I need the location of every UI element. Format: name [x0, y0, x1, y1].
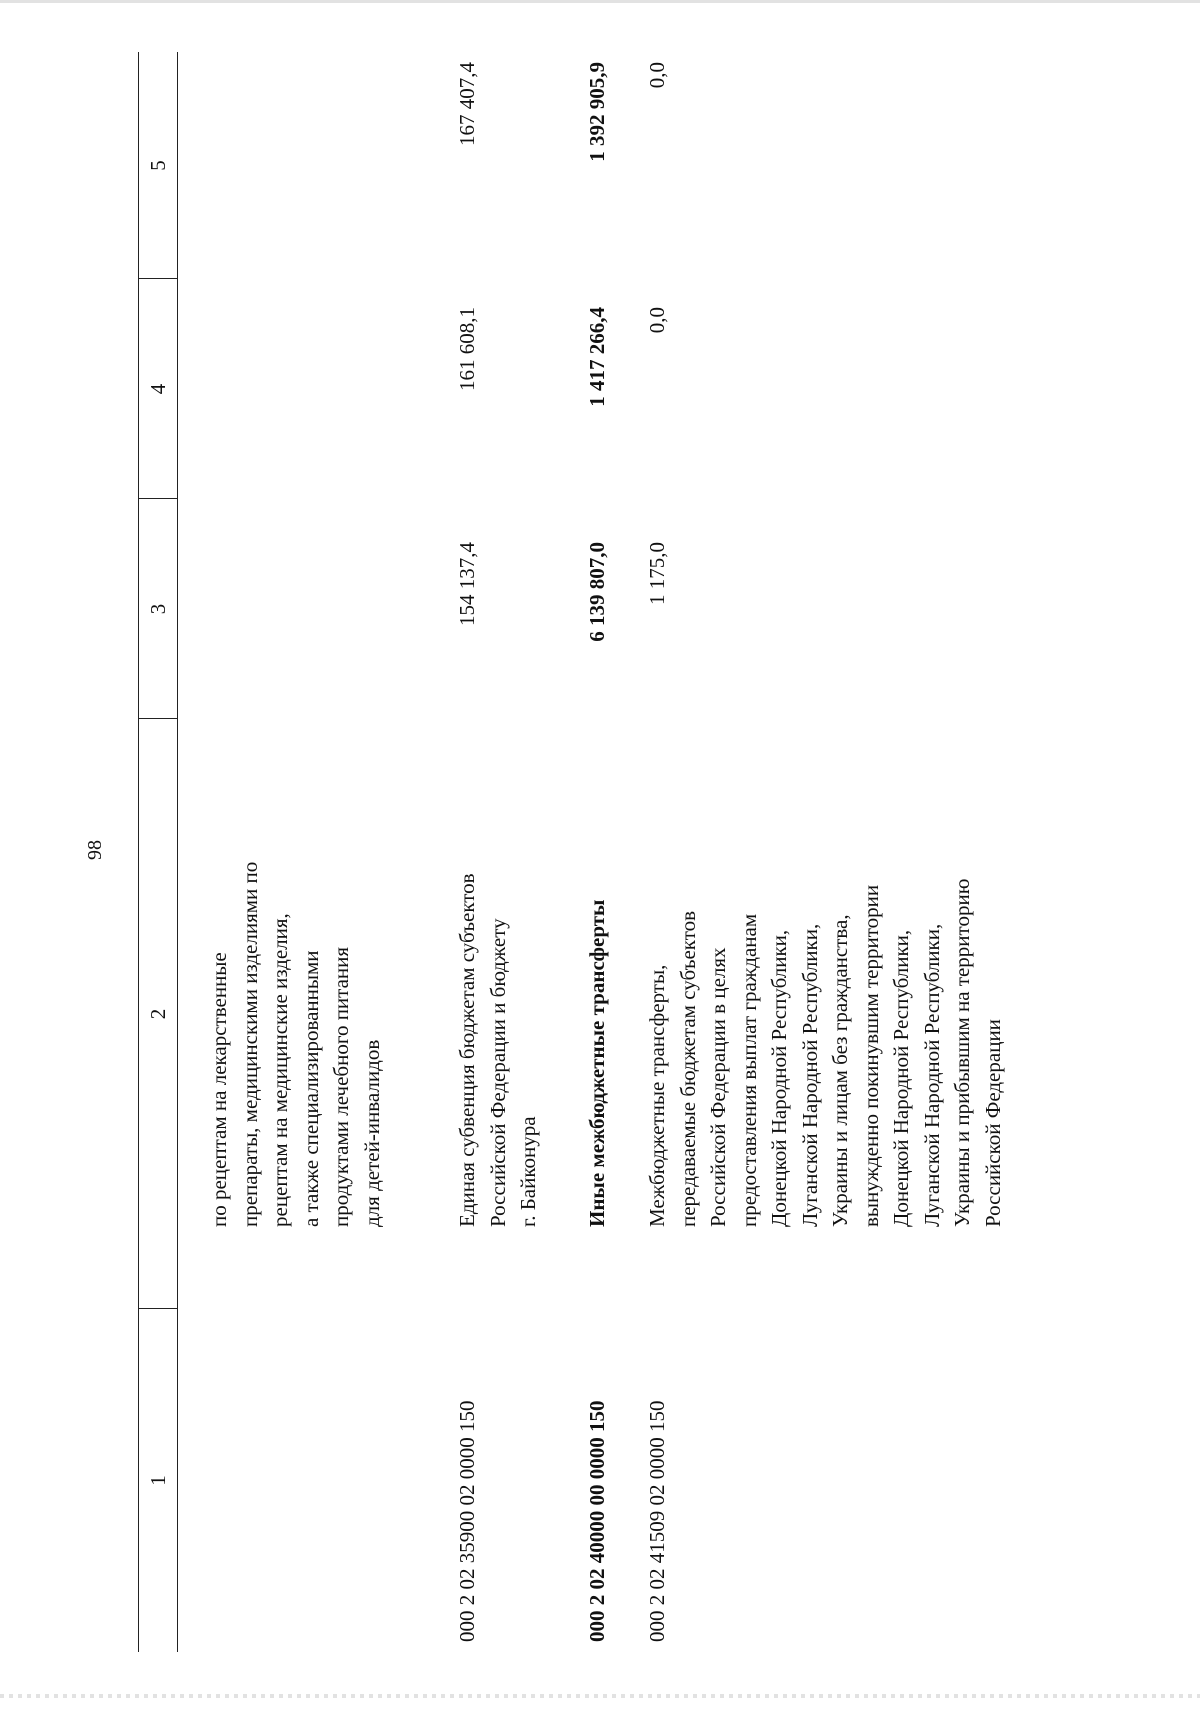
row-value-col5: 167 407,4 [455, 62, 479, 146]
row-name-line: Луганской Народной Республики, [919, 923, 944, 1227]
row-name-line: Единая субвенция бюджетам субъектов [455, 873, 479, 1227]
row-name-line: предоставления выплат гражданам [736, 913, 761, 1227]
row-name-line: Луганской Народной Республики, [797, 923, 822, 1227]
table-header [138, 52, 178, 1652]
row-value-col4: 0,0 [645, 307, 669, 334]
header-col-1: 1 [146, 1475, 170, 1486]
header-col-2: 2 [146, 1008, 170, 1020]
row-name-line: Российской Федерации в целях [706, 947, 730, 1227]
row-name-line: Иные межбюджетные трансферты [585, 899, 609, 1227]
header-col-5: 5 [146, 160, 170, 171]
row-name-line: передаваемые бюджетам субъектов [675, 910, 700, 1227]
row-name-line: рецептам на медицинские изделия, [268, 913, 292, 1227]
row-name [642, 717, 1008, 1227]
scan-artifact [0, 1694, 1200, 1698]
row-name-line: вынужденно покинувшим территории [858, 884, 883, 1227]
row-name-line: Межбюджетные трансферты, [645, 964, 669, 1227]
row-name-line: Украины и лицам без гражданства, [828, 914, 852, 1227]
page-number: 98 [84, 840, 106, 860]
row-name-line: Российской Федерации и бюджету [485, 918, 510, 1227]
row-value-col5: 0,0 [645, 62, 669, 89]
row-value-col5: 1 392 905,9 [585, 62, 609, 162]
row-name-line: Российской Федерации [980, 1019, 1005, 1227]
row-name [204, 717, 387, 1227]
row-name-line: продуктами лечебного питания [329, 946, 353, 1227]
row-value-col3: 1 175,0 [645, 542, 669, 605]
header-col-3: 3 [146, 603, 170, 615]
row-code: 000 2 02 41509 02 0000 150 [645, 1400, 669, 1642]
row-name-line: Донецкой Народной Республики, [767, 929, 791, 1227]
scan-edge [0, 0, 1200, 3]
row-name [452, 717, 544, 1227]
header-col-4: 4 [146, 383, 170, 395]
row-code: 000 2 02 40000 00 0000 150 [585, 1400, 609, 1642]
row-value-col4: 161 608,1 [455, 307, 479, 391]
row-name [582, 717, 613, 1227]
row-name-line: препараты, медицинскими изделиями по [237, 861, 262, 1227]
row-name-line: Украины и прибывшим на территорию [950, 878, 974, 1227]
row-name-line: по рецептам на лекарственные [207, 952, 231, 1227]
row-value-col4: 1 417 266,4 [585, 307, 609, 407]
budget-table [138, 52, 1078, 1652]
row-name-line: а также специализированными [298, 950, 323, 1227]
row-code: 000 2 02 35900 02 0000 150 [455, 1400, 479, 1642]
row-value-col3: 154 137,4 [455, 542, 479, 626]
row-name-line: для детей-инвалидов [359, 1039, 384, 1227]
row-value-col3: 6 139 807,0 [585, 542, 609, 642]
row-name-line: г. Байконура [516, 1116, 540, 1227]
row-name-line: Донецкой Народной Республики, [889, 929, 913, 1227]
